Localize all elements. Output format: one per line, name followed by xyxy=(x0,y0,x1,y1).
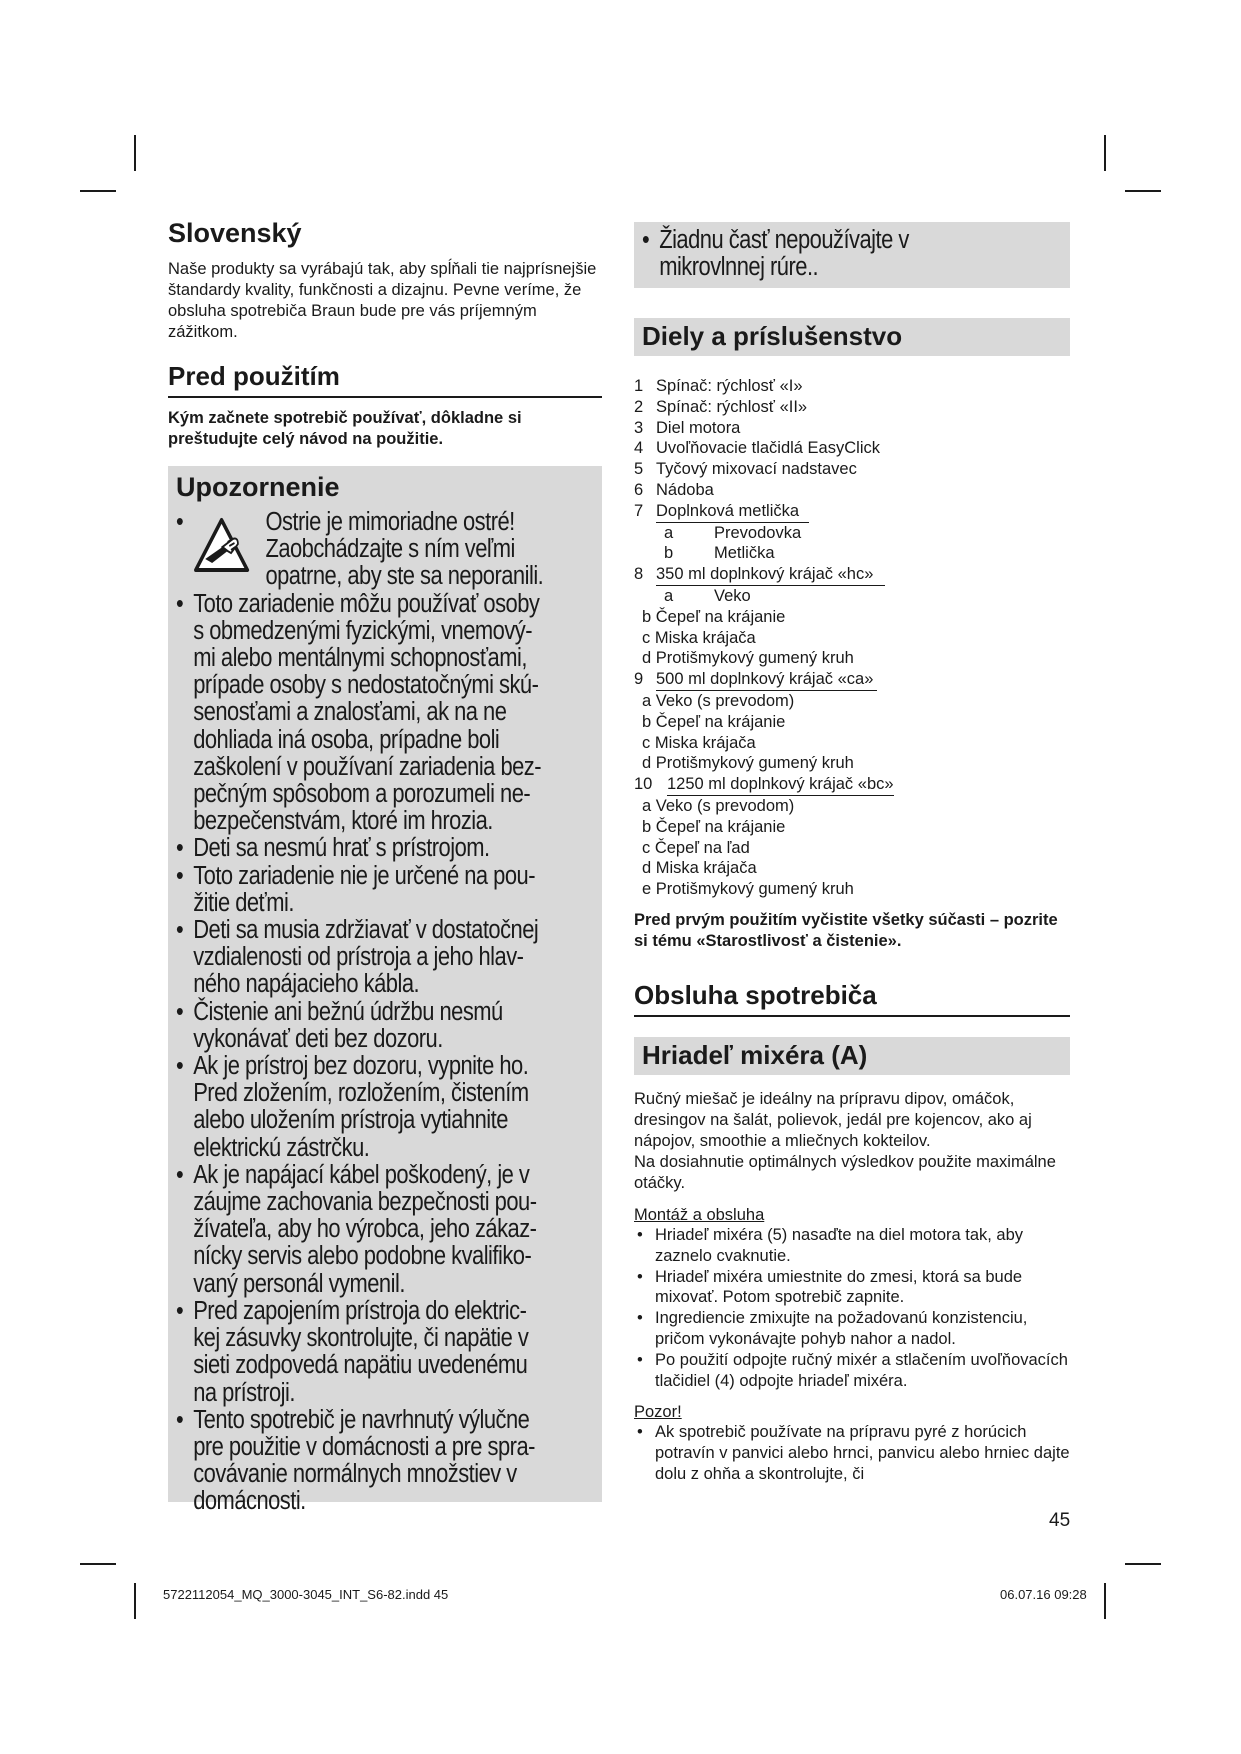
shaft-intro-speed: Na dosiahnutie optimálnych výsledkov použite maximálne otáčky. xyxy=(634,1152,1056,1192)
parts-subitem: d Protišmykový gumený kruh xyxy=(642,754,854,773)
parts-item: 3 Diel motora xyxy=(634,418,741,437)
list-item: • Hriadeľ mixéra umiestnite do zmesi, ktorá sa bude mixovať. Potom spotrebič zapnite. xyxy=(634,1267,1070,1309)
warning-item: • Deti sa nesmú hrať s prístrojom. xyxy=(176,835,597,862)
list-item: • Ak spotrebič používate na prípravu pyré z horúcich potravín v panvici alebo hrnci, panvicu alebo hrniec dajte dolu z ohňa a skontrolujte, či xyxy=(634,1422,1070,1484)
warning-box xyxy=(168,466,602,1516)
parts-subitem: a Veko (s prevodom) xyxy=(642,796,795,815)
parts-item: 4 Uvoľňovacie tlačidlá EasyClick xyxy=(634,439,880,458)
crop-mark xyxy=(80,190,116,192)
sharp-blade-warning-icon xyxy=(193,509,265,591)
first-use-note: Pred prvým použitím vyčistite všetky súčasti – pozrite si tému «Starostlivosť a čistenie». xyxy=(634,910,1058,950)
assembly-label: Montáž a obsluha xyxy=(634,1205,765,1224)
parts-item-label: 350 ml doplnkový krájač «hc» xyxy=(656,564,885,586)
parts-item-label: Doplnková metlička xyxy=(656,501,809,523)
parts-item-label: 500 ml doplnkový krájač «ca» xyxy=(656,669,877,691)
warning-item: • Toto zariadenie môžu používať osoby s obmedzenými fyzickými, vnemový- mi alebo mentálnymi schopnosťami, prípade osoby s nedostatočnými skú- senosťami a znalosťami, ak na ne dohliada iná osoba, prípadne boli zaškolení v používaní zariadenia bez- pečným spôsobom a porozumeli ne- bezpečenstvám, ktoré im hrozia. xyxy=(176,591,597,836)
footer-date: 06.07.16 09:28 xyxy=(1000,1587,1087,1602)
microwave-warning-text: • Žiadnu časť nepoužívajte v mikrovlnnej rúre.. xyxy=(642,227,1063,281)
parts-subitem: b Čepeľ na krájanie xyxy=(642,607,786,626)
crop-mark xyxy=(1125,190,1161,192)
parts-subitem: b Čepeľ na krájanie xyxy=(642,712,786,731)
operation-heading: Obsluha spotrebiča xyxy=(634,980,1070,1017)
parts-subitem: a Veko (s prevodom) xyxy=(642,691,795,710)
parts-subitem: b Čepeľ na krájanie xyxy=(642,817,786,836)
page-number: 45 xyxy=(1049,1510,1071,1531)
parts-item-label: Uvoľňovacie tlačidlá EasyClick xyxy=(656,439,880,458)
parts-item-label: Spínač: rýchlosť «II» xyxy=(656,397,808,416)
warning-item: • Toto zariadenie nie je určené na pou- žitie deťmi. xyxy=(176,863,597,917)
parts-item-label: Nádoba xyxy=(656,480,714,499)
left-column xyxy=(168,218,602,1516)
parts-heading: Diely a príslušenstvo xyxy=(634,318,1070,356)
parts-subitem: a Prevodovka xyxy=(664,523,802,542)
warning-item: • Ak je napájací kábel poškodený, je v záujme zachovania bezpečnosti pou- žívateľa, aby ho výrobca, jeho zákaz- nícky servis alebo podobne kvalifiko- vaný personál vymenil. xyxy=(176,1162,597,1298)
before-use-section xyxy=(168,361,602,450)
warning-heading: Upozornenie xyxy=(176,472,340,502)
parts-item: 8 350 ml doplnkový krájač «hc» xyxy=(634,564,1070,586)
warning-item: • Tento spotrebič je navrhnutý výlučne pre použitie v domácnosti a pre spra- covávanie normálnych množstiev v domácnosti. xyxy=(176,1407,597,1516)
list-item: • Po použití odpojte ručný mixér a stlačením uvoľňovacích tlačidiel (4) odpojte hriadeľ mixéra. xyxy=(634,1350,1070,1392)
parts-item-label: Tyčový mixovací nadstavec xyxy=(656,460,857,479)
parts-subitem: c Miska krájača xyxy=(642,628,756,647)
knife-warning-text: Ostrie je mimoriadne ostré! Zaobchádzajte s ním veľmi opatrne, aby ste sa neporanili. xyxy=(265,508,544,591)
before-use-heading: Pred použitím xyxy=(168,361,602,398)
parts-item: 1 Spínač: rýchlosť «I» xyxy=(634,377,803,395)
parts-list xyxy=(634,376,1070,900)
shaft-heading: Hriadeľ mixéra (A) xyxy=(634,1037,1070,1075)
parts-subitem-label: Veko xyxy=(714,586,751,605)
parts-subitem: b Metlička xyxy=(664,544,775,563)
parts-subitem: c Čepeľ na ľad xyxy=(642,838,750,857)
parts-item-label: Diel motora xyxy=(656,418,741,437)
warning-item: • Pred zapojením prístroja do elektric- kej zásuvky skontrolujte, či napätie v sieti zodpovedá napätiu uvedenému na prístroji. xyxy=(176,1298,597,1407)
footer-file-info: 5722112054_MQ_3000-3045_INT_S6-82.indd 45 xyxy=(163,1587,449,1602)
parts-item: 6 Nádoba xyxy=(634,480,714,499)
parts-item: 5 Tyčový mixovací nadstavec xyxy=(634,460,857,479)
intro-text: Naše produkty sa vyrábajú tak, aby spĺňali tie najprísnejšie štandardy kvality, funkčnosti a dizajnu. Pevne veríme, že obsluha spotrebiča Braun bude pre vás príjemným zážitkom. xyxy=(168,260,597,341)
parts-subitem: a Veko xyxy=(664,586,751,605)
warning-item: • Deti sa musia zdržiavať v dostatočnej vzdialenosti od prístroja a jeho hlav- ného napájacieho kábla. xyxy=(176,917,597,999)
microwave-warning-box xyxy=(634,222,1070,288)
before-use-note: Kým začnete spotrebič používať, dôkladne si preštudujte celý návod na použitie. xyxy=(168,409,522,448)
list-item: • Ingrediencie zmixujte na požadovanú konzistenciu, pričom vykonávajte pohyb nahor a nadol. xyxy=(634,1308,1070,1350)
caution-list xyxy=(634,1422,1070,1484)
crop-mark xyxy=(1104,1583,1106,1619)
parts-subitem: e Protišmykový gumený kruh xyxy=(642,880,854,899)
crop-mark xyxy=(134,1583,136,1619)
parts-subitem: c Miska krájača xyxy=(642,733,756,752)
parts-subitem-label: Prevodovka xyxy=(714,523,802,542)
crop-mark xyxy=(80,1563,116,1565)
list-item: • Hriadeľ mixéra (5) nasaďte na diel motora tak, aby zaznelo cvaknutie. xyxy=(634,1225,1070,1267)
knife-warning xyxy=(176,509,597,591)
shaft-intro: Ručný miešač je ideálny na prípravu dipov, omáčok, dresingov na šalát, polievok, jedál pre kojencov, ako aj nápojov, smoothie a mliečnych kokteilov. xyxy=(634,1089,1032,1150)
right-column xyxy=(634,222,1070,1485)
crop-mark xyxy=(1104,135,1106,171)
microwave-warning xyxy=(642,227,1063,281)
parts-subitem: d Miska krájača xyxy=(642,859,757,878)
parts-item: 2 Spínač: rýchlosť «II» xyxy=(634,397,808,416)
parts-subitem: d Protišmykový gumený kruh xyxy=(642,649,854,668)
warning-list xyxy=(176,591,597,1516)
parts-item: 10 1250 ml doplnkový krájač «bc» xyxy=(634,774,1070,796)
caution-label: Pozor! xyxy=(634,1403,682,1422)
crop-mark xyxy=(134,135,136,171)
assembly-list xyxy=(634,1225,1070,1391)
warning-item: • Ak je prístroj bez dozoru, vypnite ho. Pred zložením, rozložením, čistením alebo uložením prístroja vytiahnite elektrickú zástrčku. xyxy=(176,1053,597,1162)
parts-item-label: 1250 ml doplnkový krájač «bc» xyxy=(667,774,894,796)
parts-item-label: Spínač: rýchlosť «I» xyxy=(656,377,803,395)
parts-item: 7 Doplnková metlička xyxy=(634,501,1070,523)
microwave-warning-list xyxy=(642,227,1063,281)
language-title: Slovenský xyxy=(168,218,302,248)
parts-subitem-label: Metlička xyxy=(714,544,775,563)
bullet: • xyxy=(176,508,184,536)
warning-item: • Čistenie ani bežnú údržbu nesmú vykonávať deti bez dozoru. xyxy=(176,999,597,1053)
crop-mark xyxy=(1125,1563,1161,1565)
warning-text-block xyxy=(176,509,597,1516)
parts-item: 9 500 ml doplnkový krájač «ca» xyxy=(634,669,1070,691)
